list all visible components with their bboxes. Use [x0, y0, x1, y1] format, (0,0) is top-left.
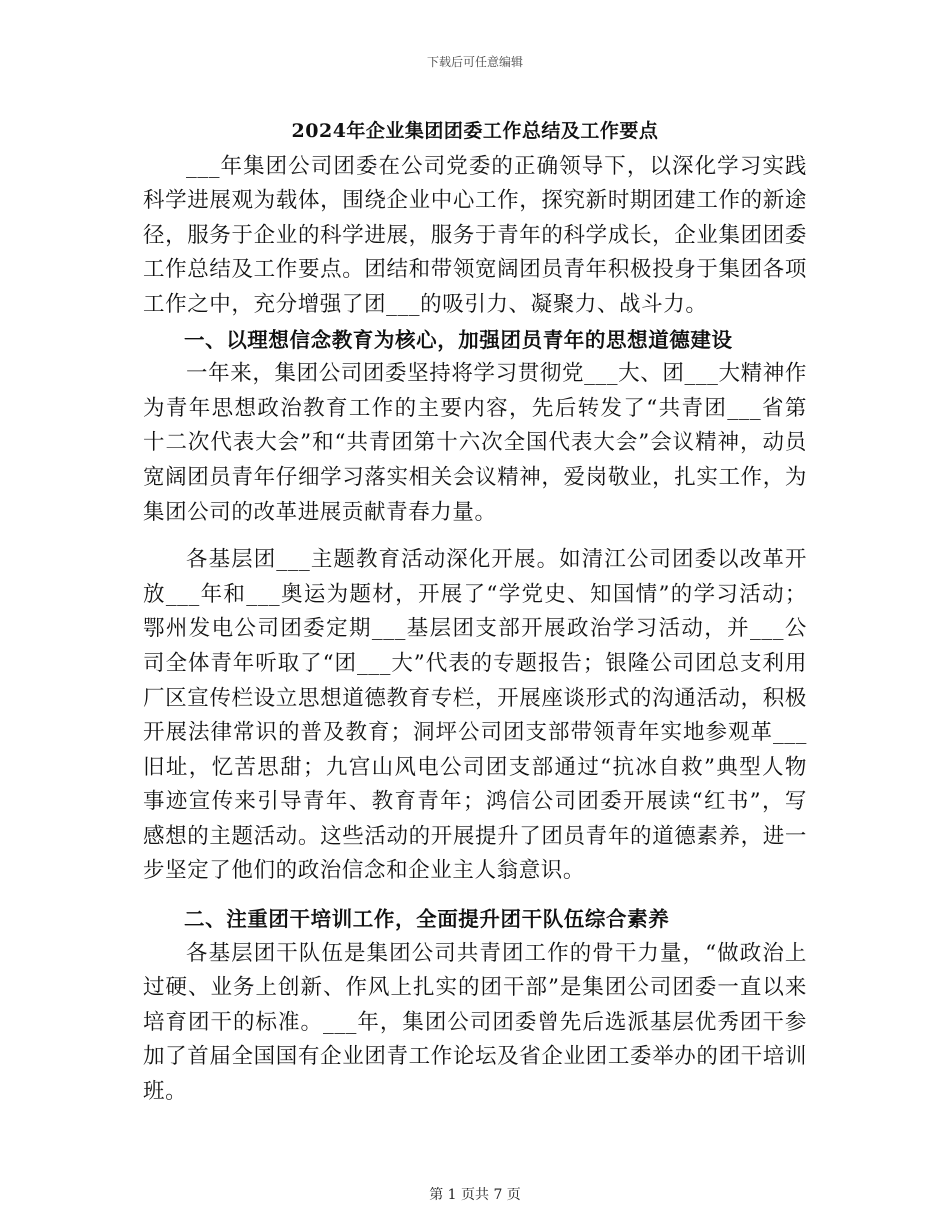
page-footer: 第 1 页共 7 页: [429, 1187, 521, 1203]
paragraph-2: 各基层团___主题教育活动深化开展。如清江公司团委以改革开放___年和___奥运为题材，开展了“学党史、知国情”的学习活动；鄂州发电公司团委定期___基层团支部开展政治学习活动，并___公司全体青年听取了“团___大”代表的专题报告；银隆公司团总支利用厂区宣传栏设立思想道德教育专栏，开展座谈形式的沟通活动，积极开展法律常识的普及教育；洞坪公司团支部带领青年实地参观革___旧址，忆苦思甜；九宫山风电公司团支部通过“抗冰自救”典型人物事迹宣传来引导青年、教育青年；鸿信公司团委开展读“红书”，写感想的主题活动。这些活动的开展提升了团员青年的道德素养，进一步坚定了他们的政治信念和企业主人翁意识。: [143, 547, 807, 884]
document-body: [143, 114, 807, 1110]
section-heading-2: 二、注重团干培训工作，全面提升团干队伍综合素养: [184, 907, 670, 932]
document-title: 2024年企业集团团委工作总结及工作要点: [291, 120, 659, 142]
paragraph-1: 一年来，集团公司团委坚持将学习贯彻党___大、团___大精神作为青年思想政治教育工作的主要内容，先后转发了“共青团___省第十二次代表大会”和“共青团第十六次全国代表大会”会议精神，动员宽阔团员青年仔细学习落实相关会议精神，爱岗敬业，扎实工作，为集团公司的改革进展贡献青春力量。: [143, 361, 807, 525]
page-header: 下载后可任意编辑: [426, 55, 523, 69]
section-heading-1: 一、以理想信念教育为核心，加强团员青年的思想道德建设: [184, 327, 733, 352]
paragraph-3: 各基层团干队伍是集团公司共青团工作的骨干力量，“做政治上过硬、业务上创新、作风上扎实的团干部”是集团公司团委一直以来培育团干的标准。___年，集团公司团委曾先后选派基层优秀团干参加了首届全国国有企业团青工作论坛及省企业团工委举办的团干培训班。: [143, 940, 807, 1105]
intro-paragraph: ___年集团公司团委在公司党委的正确领导下，以深化学习实践科学进展观为载体，围绕企业中心工作，探究新时期团建工作的新途径，服务于企业的科学进展，服务于青年的科学成长，企业集团团委工作总结及工作要点。团结和带领宽阔团员青年积极投身于集团各项工作之中，充分增强了团___的吸引力、凝聚力、战斗力。: [143, 153, 807, 317]
